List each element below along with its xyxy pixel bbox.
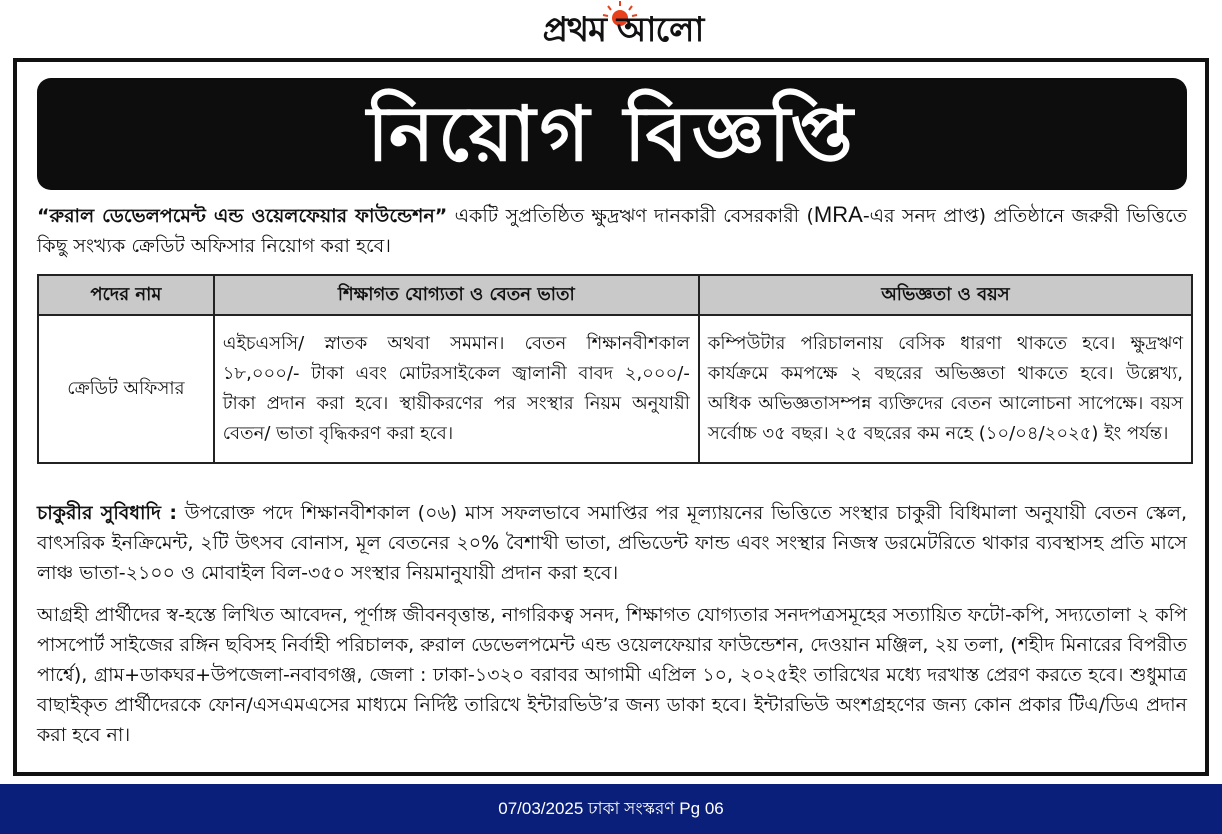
benefits-text: উপরোক্ত পদে শিক্ষানবীশকাল (০৬) মাস সফলভাবে সমাপ্তির পর মূল্যায়নের ভিত্তিতে সংস্থার চাকুরী বিধিমালা অনুযায়ী বেতন স্কেল, বাৎসরিক ইনক্রিমেন্ট, ২টি উৎসব বোনাস, মূল বেতনের ২০% বৈশাখী ভাতা, প্রভিডেন্ট ফান্ড এবং সংস্থার নিজস্ব ডরমেটরিতে থাকার ব্যবস্থাসহ প্রতি মাসে লাঞ্চ ভাতা-২১০০ ও মোবাইল বিল-৩৫০ সংস্থার নিয়মানুযায়ী প্রদান করা হবে। — [37, 502, 1188, 584]
qualification-cell: এইচএসসি/ স্নাতক অথবা সমমান। বেতন শিক্ষানবীশকাল ১৮,০০০/- টাকা এবং মোটরসাইকেল জ্বালানী বাবদ ২,০০০/- টাকা প্রদান করা হবে। স্থায়ীকরণের পর সংস্থার নিয়ম অনুযায়ী বেতন/ ভাতা বৃদ্ধিকরণ করা হবে। — [214, 315, 699, 463]
application-instructions: আগ্রহী প্রার্থীদের স্ব-হস্তে লিখিত আবেদন, পূর্ণাঙ্গ জীবনবৃত্তান্ত, নাগরিকত্ব সনদ, শিক্ষাগত যোগ্যতার সনদপত্রসমূহের সত্যায়িত ফটো-কপি, সদ্যতোলা ২ কপি পাসপোর্ট সাইজের রঙ্গিন ছবিসহ নির্বাহী পরিচালক, রুরাল ডেভেলপমেন্ট এন্ড ওয়েলফেয়ার ফাউন্ডেশন, দেওয়ান মঞ্জিল, ২য় তলা, (শহীদ মিনারের বিপরীত পার্শ্বে), গ্রাম+ডাকঘর+উপজেলা-নবাবগঞ্জ, জেলা : ঢাকা-১৩২০ বরাবর আগামী এপ্রিল ১০, ২০২৫ইং তারিখের মধ্যে দরখাস্ত প্রেরণ করতে হবে। শুধুমাত্র বাছাইকৃত প্রার্থীদেরকে ফোন/এসএমএসের মাধ্যমে নির্দিষ্ট তারিখে ইন্টারভিউ’র জন্য ডাকা হবে। ইন্টারভিউ অংশগ্রহণের জন্য কোন প্রকার টিএ/ডিএ প্রদান করা হবে না। — [37, 604, 1187, 746]
job-advertisement — [13, 58, 1209, 776]
table-row — [38, 315, 1192, 463]
header-post-name: পদের নাম — [38, 275, 214, 315]
newspaper-logo — [498, 2, 748, 54]
mra-label: MRA — [813, 202, 863, 227]
benefits-label: চাকুরীর সুবিধাদি : — [37, 502, 177, 524]
footer-bar — [0, 784, 1222, 834]
intro-paragraph — [37, 200, 1187, 261]
ad-title: নিয়োগ বিজ্ঞপ্তি — [367, 89, 857, 178]
header-experience-age: অভিজ্ঞতা ও বয়স — [699, 275, 1192, 315]
logo-text: প্রথম আলো — [542, 10, 704, 50]
organization-name: “রুরাল ডেভেলপমেন্ট এন্ড ওয়েলফেয়ার ফাউন্ডেশন” — [37, 205, 448, 227]
header-qualification: শিক্ষাগত যোগ্যতা ও বেতন ভাতা — [214, 275, 699, 315]
table-header-row — [38, 275, 1192, 315]
intro-text-part-1: একটি সুপ্রতিষ্ঠিত ক্ষুদ্রঋণ দানকারী বেসরকারী ( — [447, 205, 814, 227]
job-table — [37, 274, 1193, 464]
post-name-cell: ক্রেডিট অফিসার — [38, 315, 214, 463]
edition-caption: 07/03/2025 ঢাকা সংস্করণ Pg 06 — [498, 799, 724, 818]
intro-text-part-2: -এর সনদ প্রাপ্ত) প্রতিষ্ঠানে জরুরী ভিত্তিতে কিছু সংখ্যক ক্রেডিট অফিসার নিয়োগ করা হবে। — [37, 205, 1187, 257]
title-banner — [37, 78, 1187, 190]
experience-cell: কম্পিউটার পরিচালনায় বেসিক ধারণা থাকতে হবে। ক্ষুদ্রঋণ কার্যক্রমে কমপক্ষে ২ বছরের অভিজ্ঞতা থাকতে হবে। উল্লেখ্য, অধিক অভিজ্ঞতাসম্পন্ন ব্যক্তিদের বেতন আলোচনা সাপেক্ষে। বয়স সর্বোচ্চ ৩৫ বছর। ২৫ বছরের কম নহে (১০/০৪/২০২৫) ইং পর্যন্ত। — [699, 315, 1192, 463]
masthead — [0, 0, 1222, 56]
benefits-paragraph — [37, 498, 1187, 588]
